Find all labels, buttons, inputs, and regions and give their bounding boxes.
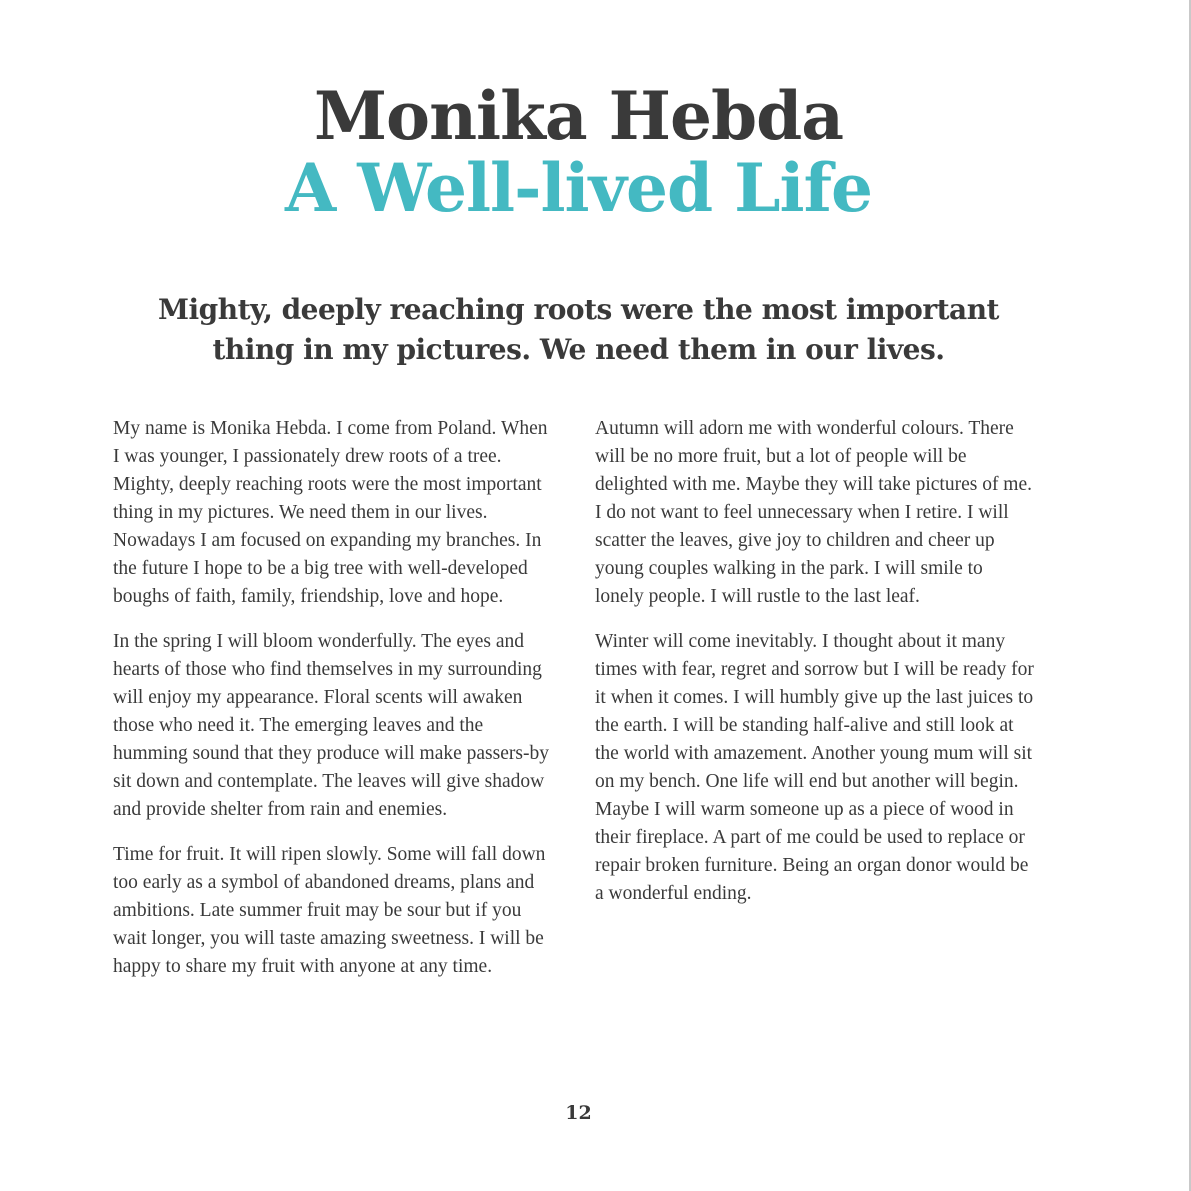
paragraph-fruit: Time for fruit. It will ripen slowly. Some will fall down too early as a symbol of abandoned dreams, plans and ambitions. Late summer fruit may be sour but if you wait longer, you will taste amazing sweetness. I will be happy to share my fruit with anyone at any time. [113, 844, 546, 977]
paragraph-autumn: Autumn will adorn me with wonderful colours. There will be no more fruit, but a lot of people will be delighted with me. Maybe they will take pictures of me. I do not want to feel unnecessary when I retire. I will scatter the leaves, give joy to children and cheer up young couples walking in the park. I will smile to lonely people. I will rustle to the last leaf. [595, 418, 1033, 607]
pull-quote: Mighty, deeply reaching roots were the most important thing in my pictures. We need them in our lives. [158, 293, 999, 366]
paragraph-intro: My name is Monika Hebda. I come from Poland. When I was younger, I passionately drew roots of a tree. Mighty, deeply reaching roots were the most important thing in my pictures. We need them in our lives. Nowadays I am focused on expanding my branches. In the future I hope to be a big tree with well-developed boughs of faith, family, friendship, love and hope. [113, 418, 548, 607]
left-column [113, 415, 553, 998]
paragraph-winter: Winter will come inevitably. I thought about it many times with fear, regret and sorrow but I will be ready for it when it comes. I will humbly give up the last juices to the earth. I will be standing half-alive and still look at the world with amazement. Another young mum will sit on my bench. One life will end but another will begin. Maybe I will warm someone up as a piece of wood in their fireplace. A part of me could be used to replace or repair broken furniture. Being an organ donor would be a wonderful ending. [595, 631, 1034, 904]
title-block [0, 77, 1157, 227]
page-number: 12 [565, 1102, 592, 1124]
article-title: A Well-lived Life [285, 149, 872, 227]
author-name: Monika Hebda [313, 77, 844, 155]
right-column [595, 415, 1035, 925]
paragraph-spring: In the spring I will bloom wonderfully. The eyes and hearts of those who find themselves in my surrounding will enjoy my appearance. Floral scents will awaken those who need it. The emerging leaves and the humming sound that they produce will make passers-by sit down and contemplate. The leaves will give shadow and provide shelter from rain and enemies. [113, 631, 549, 820]
